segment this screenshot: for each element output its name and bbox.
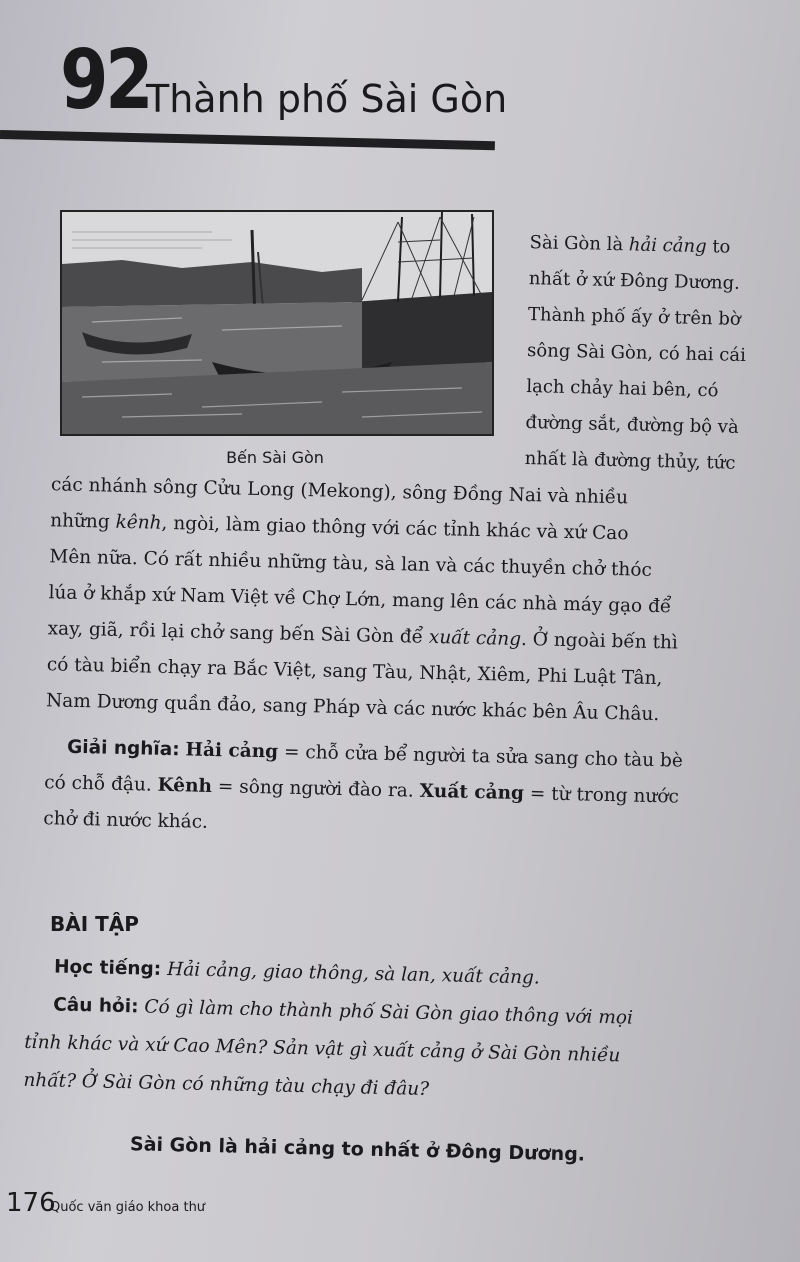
- questions-label: Câu hỏi:: [52, 994, 139, 1018]
- title-rule: [0, 130, 495, 150]
- exercises-heading: BÀI TẬP: [50, 912, 139, 936]
- intro-line: Thành phố ấy ở trên bờ: [527, 304, 741, 330]
- intro-line: lạch chảy hai bên, có: [526, 376, 719, 402]
- harbor-engraving: [60, 210, 494, 436]
- intro-line: nhất ở xứ Đông Dương.: [528, 268, 741, 294]
- body-line: xay, giã, rồi lại chở sang bến Sài Gòn để xuất cảng. Ở ngoài bến thì: [47, 618, 679, 654]
- lesson-title: Thành phố Sài Gòn: [146, 77, 508, 121]
- glossary-label: Giải nghĩa:: [66, 736, 180, 761]
- page-number: 176: [6, 1188, 56, 1218]
- questions-line: Câu hỏi: Có gì làm cho thành phố Sài Gòn giao thông với mọi: [52, 994, 634, 1029]
- glossary-line: có chỗ đậu. Kênh = sông người đào ra. Xuất cảng = từ trong nước: [44, 772, 680, 808]
- intro-line: đường sắt, đường bộ và: [525, 412, 739, 438]
- glossary-line: chở đi nước khác.: [43, 808, 209, 833]
- summary-line: Sài Gòn là hải cảng to nhất ở Đông Dương.: [129, 1133, 586, 1166]
- vocab-line: Học tiếng: Hải cảng, giao thông, sà lan, xuất cảng.: [53, 956, 540, 989]
- lesson-header: [0, 30, 800, 160]
- body-line: lúa ở khắp xứ Nam Việt về Chợ Lớn, mang lên các nhà máy gạo để: [48, 582, 672, 618]
- questions-line: nhất? Ở Sài Gòn có những tàu chạy đi đâu?: [23, 1069, 430, 1101]
- intro-line: sông Sài Gòn, có hai cái: [526, 340, 747, 367]
- harbor-figure: [60, 210, 500, 467]
- body-line: có tàu biển chạy ra Bắc Việt, sang Tàu, Nhật, Xiêm, Phi Luật Tân,: [46, 654, 663, 690]
- intro-line: nhất là đường thủy, tức: [524, 448, 736, 474]
- body-line: những kênh, ngòi, làm giao thông với các tỉnh khác và xứ Cao: [49, 510, 629, 545]
- glossary-line: Giải nghĩa: Hải cảng = chỗ cửa bể người ta sửa sang cho tàu bè: [66, 736, 684, 772]
- figure-caption: Bến Sài Gòn: [226, 448, 324, 467]
- body-line: Mên nữa. Có rất nhiều những tàu, sà lan và các thuyền chở thóc: [49, 546, 653, 581]
- questions-line: tỉnh khác và xứ Cao Mên? Sản vật gì xuất cảng ở Sài Gòn nhiều: [24, 1031, 621, 1067]
- vocab-label: Học tiếng:: [53, 956, 162, 980]
- book-title: Quốc văn giáo khoa thư: [50, 1200, 206, 1215]
- body-line: các nhánh sông Cửu Long (Mekong), sông Đồng Nai và nhiều: [50, 474, 629, 509]
- intro-line: Sài Gòn là hải cảng to: [529, 232, 731, 258]
- lesson-number: 92: [60, 33, 151, 128]
- body-line: Nam Dương quần đảo, sang Pháp và các nước khác bên Âu Châu.: [45, 690, 660, 726]
